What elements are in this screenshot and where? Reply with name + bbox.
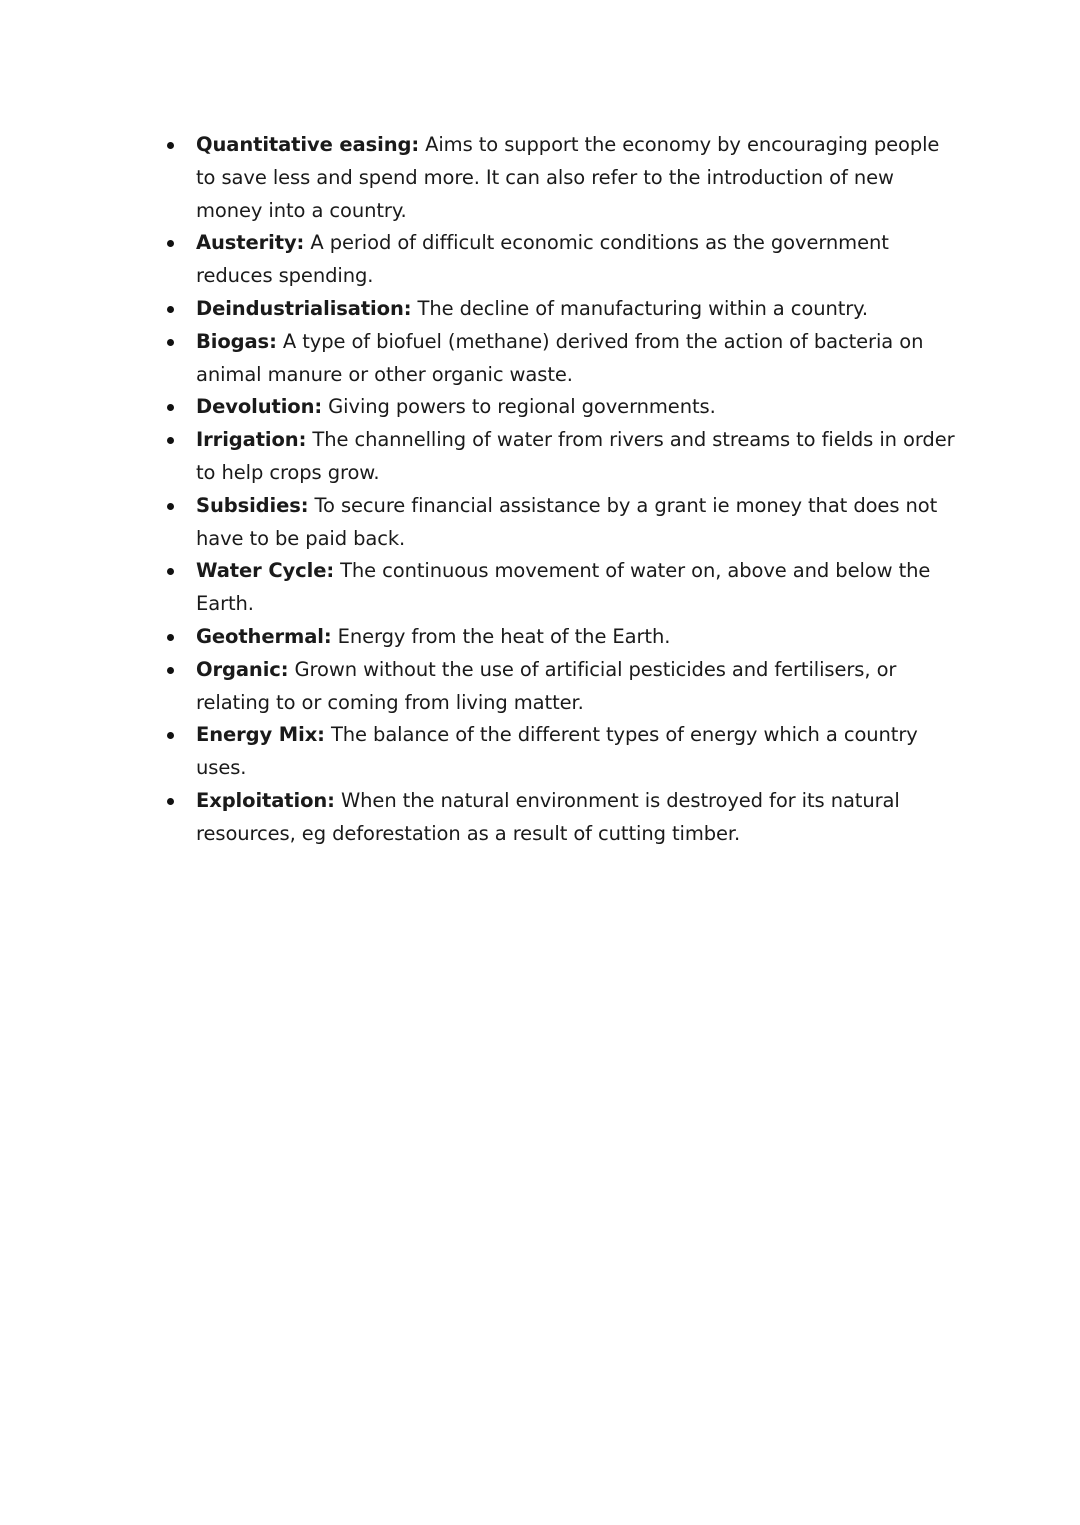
glossary-item-geothermal	[196, 621, 956, 654]
glossary-definition: Giving powers to regional governments.	[322, 395, 716, 419]
bullet-icon	[167, 634, 174, 641]
glossary-item-organic	[196, 654, 956, 720]
glossary-item-quantitative-easing	[196, 129, 956, 227]
glossary-term: Biogas:	[196, 329, 277, 353]
glossary-term: Exploitation:	[196, 788, 335, 812]
glossary-item-subsidies	[196, 490, 956, 556]
bullet-icon	[167, 503, 174, 510]
bullet-icon	[167, 142, 174, 149]
bullet-icon	[167, 339, 174, 346]
glossary-item-irrigation	[196, 424, 956, 490]
glossary-item-exploitation	[196, 785, 956, 851]
glossary-term: Water Cycle:	[196, 559, 335, 583]
glossary-item-devolution	[196, 391, 956, 424]
glossary-term: Energy Mix:	[196, 723, 325, 747]
glossary-term: Austerity:	[196, 231, 305, 255]
glossary-term: Geothermal:	[196, 624, 332, 648]
bullet-icon	[167, 568, 174, 575]
glossary-definition: The balance of the different types of energy which a country uses.	[196, 723, 918, 780]
bullet-icon	[167, 732, 174, 739]
glossary-item-deindustrialisation	[196, 293, 956, 326]
glossary-term: Devolution:	[196, 395, 323, 419]
glossary-definition: The channelling of water from rivers and streams to fields in order to help crops grow.	[196, 428, 955, 484]
glossary-term: Organic:	[196, 657, 289, 681]
glossary-list	[196, 129, 956, 851]
glossary-definition: Aims to support the economy by encouraging people to save less and spend more. It can also refer to the introduction of new money into a country.	[196, 133, 940, 222]
glossary-item-austerity	[196, 227, 956, 293]
glossary-term: Subsidies:	[196, 493, 309, 517]
glossary-definition: A period of difficult economic conditions as the government reduces spending.	[196, 231, 889, 288]
glossary-term: Deindustrialisation:	[196, 296, 412, 320]
glossary-item-water-cycle	[196, 555, 956, 621]
bullet-icon	[167, 667, 174, 674]
glossary-definition: When the natural environment is destroyed for its natural resources, eg deforestation as a result of cutting timber.	[196, 788, 900, 845]
bullet-icon	[167, 404, 174, 411]
glossary-definition: To secure financial assistance by a grant ie money that does not have to be paid back.	[196, 493, 938, 550]
glossary-item-biogas	[196, 326, 956, 392]
glossary-definition: The decline of manufacturing within a country.	[411, 296, 868, 320]
glossary-definition: A type of biofuel (methane) derived from the action of bacteria on animal manure or other organic waste.	[196, 329, 924, 386]
bullet-icon	[167, 798, 174, 805]
glossary-definition: Grown without the use of artificial pesticides and fertilisers, or relating to or coming from living matter.	[196, 657, 897, 714]
glossary-term: Quantitative easing:	[196, 133, 420, 156]
glossary-item-energy-mix	[196, 719, 956, 785]
glossary-definition: Energy from the heat of the Earth.	[331, 624, 671, 648]
glossary-term: Irrigation:	[196, 428, 307, 452]
bullet-icon	[167, 306, 174, 313]
bullet-icon	[167, 437, 174, 444]
glossary-definition: The continuous movement of water on, above and below the Earth.	[196, 559, 931, 616]
bullet-icon	[167, 240, 174, 247]
